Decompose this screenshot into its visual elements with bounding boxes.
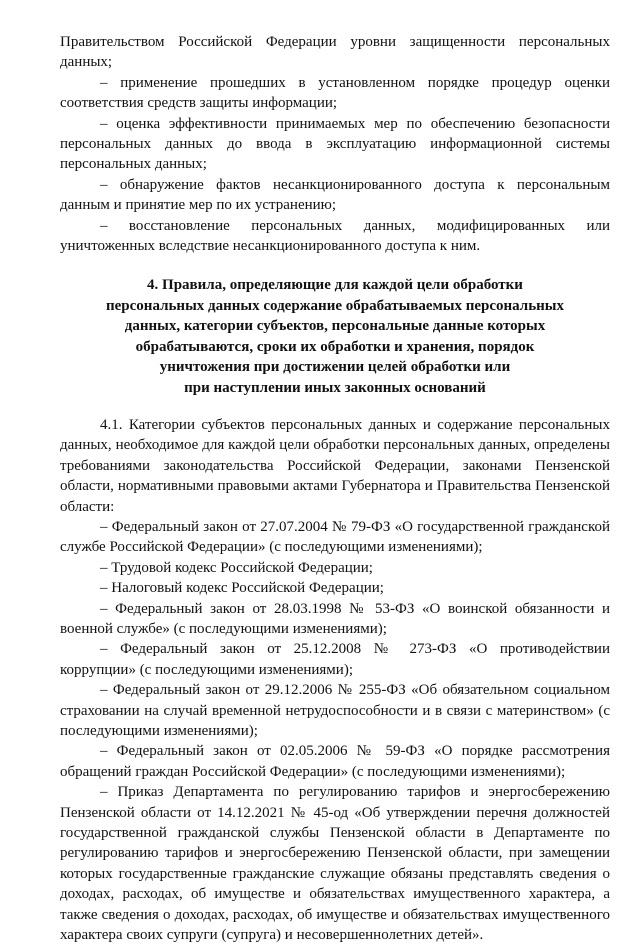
intro-paragraph-2: – применение прошедших в установленном порядке процедур оценки соответствия средств защиты информации; <box>60 74 610 112</box>
document-page <box>60 32 610 945</box>
body-paragraph-4: – Налоговый кодекс Российской Федерации; <box>100 580 384 597</box>
intro-paragraph-4: – обнаружение фактов несанкционированного доступа к персональным данным и принятие мер по их устранению; <box>60 176 610 214</box>
body-paragraph-2: – Федеральный закон от 27.07.2004 № 79-ФЗ «О государственной гражданской службе Российской Федерации» (с последующими изменениями); <box>60 518 610 556</box>
section-heading-line-2: персональных данных содержание обрабатываемых персональных <box>106 297 564 314</box>
section-heading <box>60 275 610 397</box>
section-heading-line-4: обрабатываются, сроки их обработки и хранения, порядок <box>135 338 535 355</box>
body-paragraph-7: – Федеральный закон от 29.12.2006 № 255-ФЗ «Об обязательном социальном страховании на случай временной нетрудоспособности и в связи с материнством» (с последующими изменениями); <box>60 682 610 739</box>
intro-paragraph-3: – оценка эффективности принимаемых мер по обеспечению безопасности персональных данных до ввода в эксплуатацию информационной системы персональных данных; <box>60 115 610 173</box>
body-paragraph-9: – Приказ Департамента по регулированию тарифов и энергосбережению Пензенской области от 14.12.2021 № 45-од «Об утверждении перечня должностей государственной гражданской службы Пензенской области в Департаменте по регулированию тарифов и энергосбережению Пензенской области, при замещении которых государственные гражданские служащие обязаны представлять сведения о доходах, расходах, об имуществе и обязательствах имущественного характера, а также сведения о доходах, расходах, об имуществе и обязательствах имущественного характера своих супруги (супруга) и несовершеннолетних детей». <box>60 784 610 944</box>
body-paragraph-6: – Федеральный закон от 25.12.2008 № 273-ФЗ «О противодействии коррупции» (с последующими изменениями); <box>60 641 610 678</box>
body-paragraph-1: 4.1. Категории субъектов персональных данных и содержание персональных данных, необходимое для каждой цели обработки персональных данных, определены требованиями законодательства Российской Федерации, законами Пензенской области, нормативными правовыми актами Губернатора и Правительства Пензенской области: <box>60 416 610 515</box>
section-heading-line-3: данных, категории субъектов, персональные данные которых <box>124 318 546 335</box>
section-heading-line-6: при наступлении иных законных оснований <box>184 379 486 396</box>
intro-paragraph-5: – восстановление персональных данных, модифицированных или уничтоженных вследствие несанкционированного доступа к ним. <box>60 217 610 255</box>
body-paragraph-8: – Федеральный закон от 02.05.2006 № 59-ФЗ «О порядке рассмотрения обращений граждан Российской Федерации» (с последующими изменениями); <box>60 743 610 780</box>
body-paragraph-3: – Трудовой кодекс Российской Федерации; <box>100 559 373 576</box>
body-paragraph-5: – Федеральный закон от 28.03.1998 № 53-ФЗ «О воинской обязанности и военной службе» (с последующими изменениями); <box>60 600 610 637</box>
section-heading-line-1: 4. Правила, определяющие для каждой цели обработки <box>147 277 523 294</box>
section-heading-line-5: уничтожения при достижении целей обработки или <box>159 359 511 376</box>
intro-paragraph-1: Правительством Российской Федерации уровни защищенности персональных данных; <box>60 34 610 71</box>
